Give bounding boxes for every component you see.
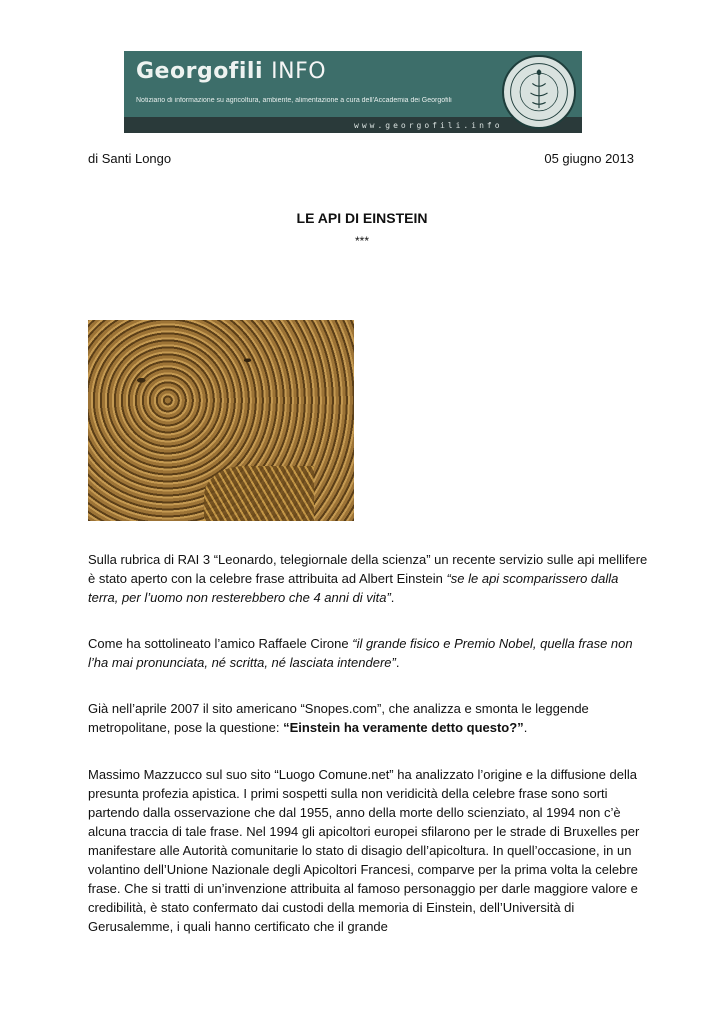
paragraph-2 <box>88 634 648 672</box>
brand-name: Georgofili <box>136 59 263 84</box>
article-author: di Santi Longo <box>88 151 172 166</box>
article-date: 05 giugno 2013 <box>544 151 634 166</box>
paragraph-4: Massimo Mazzucco sul suo sito “Luogo Comune.net” ha analizzato l’origine e la diffusione della presunta profezia apistica. I primi sospetti sulla non veridicità della celebre frase sono sorti partendo dalla osservazione che dal 1955, anno della morte dello scienziato, al 1994 non c’è alcuna traccia di tale frase. Nel 1994 gli apicoltori europei sfilarono per le strade di Bruxelles per manifestare alle Autorità comunitarie lo stato di disagio dell’apicoltura. In quell’occasione, in un volantino dell’Unione Nazionale degli Apicoltori Francesi, comparve per la prima volta la celebre frase. Che si tratti di un’invenzione attribuita al famoso personaggio per darle maggiore valore e credibilità, è stato confermato dai custodi della memoria di Einstein, dell’Università di Gerusalemme, i quali hanno certificato che il grande <box>88 767 640 934</box>
bees-photo <box>88 320 354 521</box>
title-separator: *** <box>354 234 369 248</box>
paragraph-1 <box>88 550 648 607</box>
academy-seal-icon <box>502 55 576 129</box>
p2-end: . <box>395 655 400 670</box>
brand-suffix: INFO <box>271 59 327 84</box>
article-title: LE API DI EINSTEIN <box>296 210 428 226</box>
p1-end: . <box>390 590 395 605</box>
brand-title <box>136 59 326 84</box>
brand-subtitle: Notiziario di informazione su agricoltura, ambiente, alimentazione a cura dell'Accademia dei Georgofili <box>136 97 452 104</box>
p3-text: Già nell’aprile 2007 il sito americano “Snopes.com”, che analizza e smonta le leggende metropolitane, pose la questione: <box>88 701 589 735</box>
paragraph-3 <box>88 699 648 737</box>
p1-quote: “se le api scomparissero dalla terra, per l’uomo non resterebbero che 4 anni di vita” <box>88 571 619 605</box>
p1-text: Sulla rubrica di RAI 3 “Leonardo, telegiornale della scienza” un recente servizio sulle api mellifere è stato aperto con la celebre frase attribuita ad Albert Einstein <box>88 552 648 586</box>
p2-text: Come ha sottolineato l’amico Raffaele Cirone <box>88 636 353 651</box>
site-url: www.georgofili.info <box>354 121 503 130</box>
p3-bold-question: “Einstein ha veramente detto questo?” <box>283 720 524 735</box>
header-banner <box>124 51 582 133</box>
p3-end: . <box>523 720 528 735</box>
p2-quote: “il grande fisico e Premio Nobel, quella frase non l’ha mai pronunciata, né scritta, né lasciata intendere” <box>88 636 633 670</box>
